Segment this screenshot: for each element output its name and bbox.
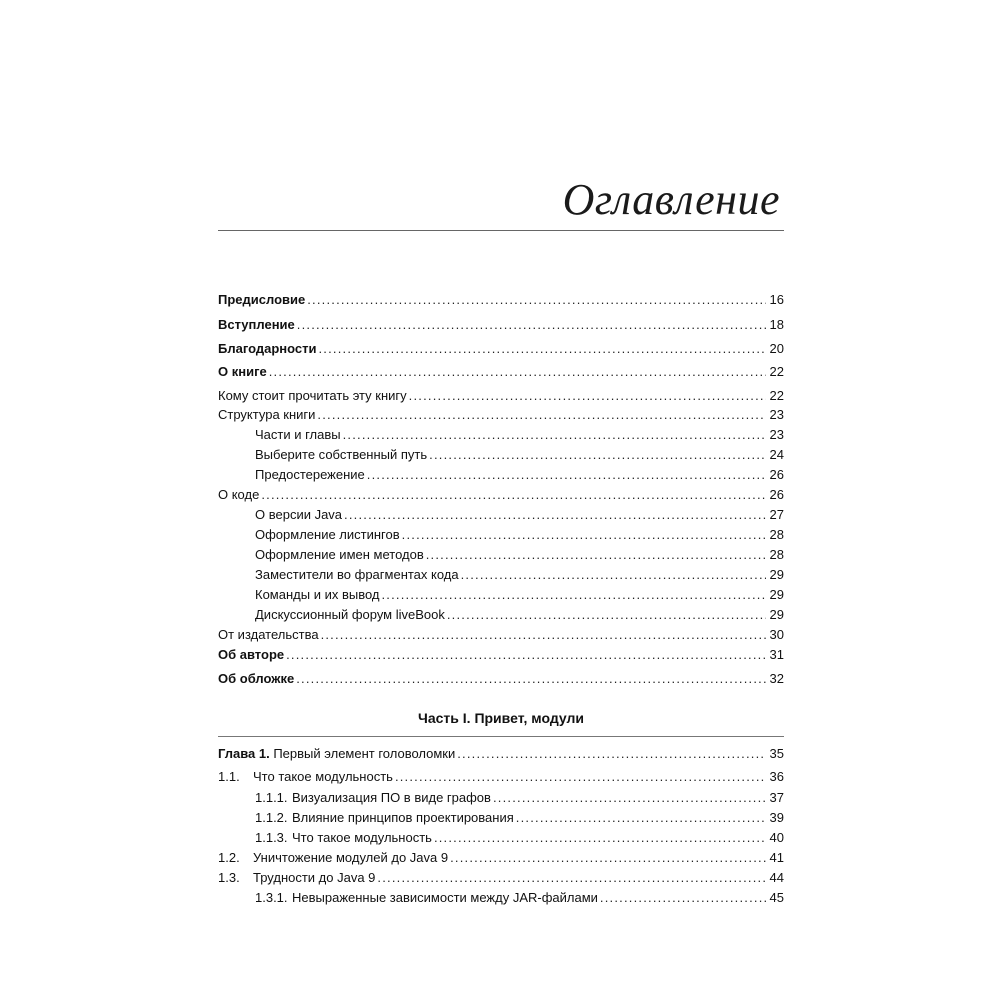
toc-entry-section-1-2[interactable] (218, 848, 784, 868)
toc-entry-warning[interactable] (218, 465, 784, 485)
toc-entry-title: Об обложке (218, 671, 295, 686)
toc-entry-livebook-forum[interactable] (218, 605, 784, 625)
toc-entry-title: Уничтожение модулей до Java 9 (253, 850, 449, 865)
dot-leader (434, 828, 766, 848)
dot-leader (269, 362, 766, 382)
toc-page-number: 24 (769, 447, 784, 462)
toc-entry-title: Благодарности (218, 341, 317, 356)
toc-page-number: 18 (769, 317, 784, 332)
section-number: 1.3. (218, 870, 240, 885)
toc-page-number: 28 (769, 547, 784, 562)
toc-entry-section-1-1-2[interactable] (218, 808, 784, 828)
toc-entry-acknowledgements[interactable] (218, 339, 784, 359)
toc-entry-section-1-1-1[interactable] (218, 788, 784, 808)
dot-leader (426, 545, 766, 565)
dot-leader (286, 645, 766, 665)
toc-page-number: 29 (769, 587, 784, 602)
toc-entry-title: Невыраженные зависимости между JAR-файлами (292, 890, 598, 905)
section-number: 1.1.2. (255, 810, 288, 825)
toc-entry-section-1-3[interactable] (218, 868, 784, 888)
toc-page-number: 22 (769, 388, 784, 403)
page-title: Оглавление (562, 175, 780, 224)
section-number: 1.3.1. (255, 890, 288, 905)
toc-entry-preface[interactable] (218, 290, 784, 310)
toc-page-number: 29 (769, 567, 784, 582)
toc-entry-title: Вступление (218, 317, 295, 332)
toc-entry-title: Что такое модульность (292, 830, 432, 845)
section-number: 1.1. (218, 769, 240, 784)
dot-leader (395, 767, 766, 787)
chapter-label: Глава 1. (218, 746, 270, 761)
part-divider (218, 736, 784, 737)
toc-entry-title: От издательства (218, 627, 319, 642)
toc-page-number: 16 (769, 292, 784, 307)
part-heading: Часть I. Привет, модули (418, 710, 584, 726)
toc-entry-title: О коде (218, 487, 260, 502)
toc-page-number: 26 (769, 487, 784, 502)
toc-page-number: 32 (769, 671, 784, 686)
toc-page-number: 23 (769, 427, 784, 442)
toc-page-number: 45 (769, 890, 784, 905)
dot-leader (307, 290, 766, 310)
dot-leader (600, 888, 766, 908)
dot-leader (402, 525, 766, 545)
toc-entry-parts-chapters[interactable] (218, 425, 784, 445)
dot-leader (318, 339, 766, 359)
toc-page-number: 22 (769, 364, 784, 379)
toc-entry-title: Первый элемент головоломки (269, 746, 456, 761)
toc-entry-about-code[interactable] (218, 485, 784, 505)
section-number: 1.2. (218, 850, 240, 865)
dot-leader (321, 625, 766, 645)
toc-entry-listings[interactable] (218, 525, 784, 545)
title-divider (218, 230, 784, 231)
dot-leader (409, 386, 766, 406)
dot-leader (381, 585, 766, 605)
toc-entry-structure[interactable] (218, 405, 784, 425)
toc-entry-title: Заместители во фрагментах кода (255, 567, 459, 582)
toc-entry-about-book[interactable] (218, 362, 784, 382)
toc-page-number: 44 (769, 870, 784, 885)
section-number: 1.1.1. (255, 790, 288, 805)
dot-leader (297, 315, 766, 335)
dot-leader (344, 505, 766, 525)
toc-entry-audience[interactable] (218, 386, 784, 406)
toc-page-number: 29 (769, 607, 784, 622)
toc-entry-title: Трудности до Java 9 (253, 870, 376, 885)
toc-page-number: 23 (769, 407, 784, 422)
toc-entry-title: О книге (218, 364, 267, 379)
dot-leader (296, 669, 766, 689)
dot-leader (317, 405, 766, 425)
dot-leader (493, 788, 766, 808)
section-number: 1.1.3. (255, 830, 288, 845)
dot-leader (447, 605, 766, 625)
toc-entry-commands[interactable] (218, 585, 784, 605)
toc-entry-method-names[interactable] (218, 545, 784, 565)
toc-page-number: 20 (769, 341, 784, 356)
toc-entry-title: Структура книги (218, 407, 316, 422)
dot-leader (457, 744, 766, 764)
toc-entry-section-1-3-1[interactable] (218, 888, 784, 908)
toc-page-number: 26 (769, 467, 784, 482)
dot-leader (516, 808, 766, 828)
dot-leader (261, 485, 766, 505)
dot-leader (461, 565, 766, 585)
toc-page-number: 35 (769, 746, 784, 761)
toc-page-number: 27 (769, 507, 784, 522)
toc-page-number: 30 (769, 627, 784, 642)
toc-entry-java-version[interactable] (218, 505, 784, 525)
toc-entry-introduction[interactable] (218, 315, 784, 335)
toc-entry-title: Что такое модульность (253, 769, 393, 784)
toc-page-number: 31 (769, 647, 784, 662)
toc-entry-title: О версии Java (255, 507, 343, 522)
toc-page-number: 28 (769, 527, 784, 542)
dot-leader (377, 868, 766, 888)
toc-entry-section-1-1-3[interactable] (218, 828, 784, 848)
toc-page-number: 39 (769, 810, 784, 825)
toc-entry-title: Выберите собственный путь (255, 447, 428, 462)
dot-leader (450, 848, 766, 868)
toc-entry-title: Кому стоит прочитать эту книгу (218, 388, 407, 403)
toc-entry-section-1-1[interactable] (218, 767, 784, 787)
toc-entry-chapter-1[interactable] (218, 744, 784, 764)
toc-entry-title: Команды и их вывод (255, 587, 380, 602)
toc-entry-title: Предостережение (255, 467, 365, 482)
dot-leader (343, 425, 766, 445)
toc-page-number: 41 (769, 850, 784, 865)
dot-leader (367, 465, 766, 485)
toc-entry-title: Предисловие (218, 292, 306, 307)
dot-leader (429, 445, 766, 465)
toc-page-number: 37 (769, 790, 784, 805)
toc-entry-title: Влияние принципов проектирования (292, 810, 514, 825)
toc-entry-title: Об авторе (218, 647, 285, 662)
toc-entry-title: Визуализация ПО в виде графов (292, 790, 491, 805)
toc-entry-title: Оформление имен методов (255, 547, 424, 562)
toc-entry-about-cover[interactable] (218, 669, 784, 689)
toc-entry-placeholders[interactable] (218, 565, 784, 585)
toc-entry-publisher[interactable] (218, 625, 784, 645)
toc-entry-title: Части и главы (255, 427, 341, 442)
toc-page-number: 36 (769, 769, 784, 784)
toc-entry-about-author[interactable] (218, 645, 784, 665)
toc-entry-title: Оформление листингов (255, 527, 400, 542)
toc-page-number: 40 (769, 830, 784, 845)
toc-entry-title: Дискуссионный форум liveBook (255, 607, 445, 622)
toc-entry-choose-path[interactable] (218, 445, 784, 465)
